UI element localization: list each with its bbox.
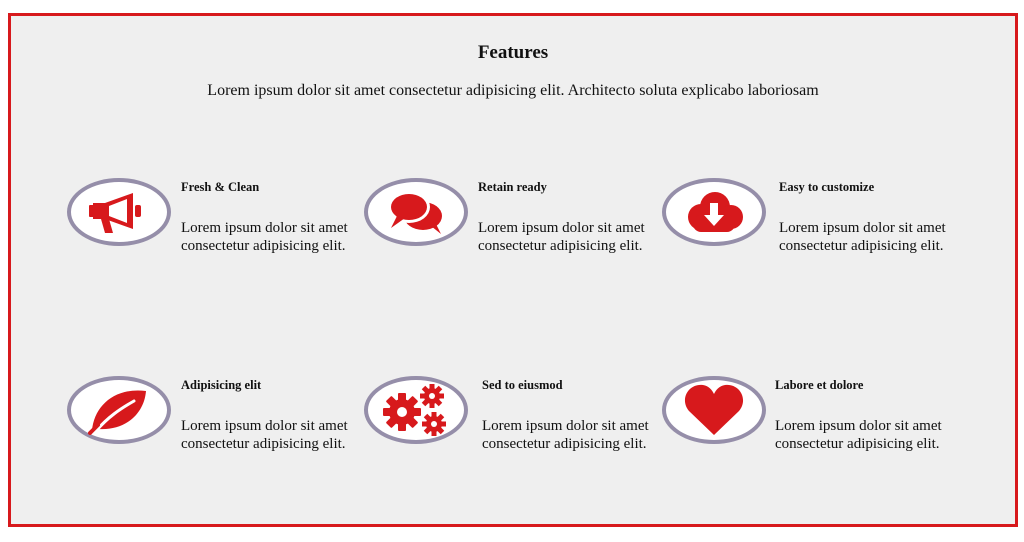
icon-badge bbox=[67, 376, 171, 444]
icon-badge bbox=[662, 376, 766, 444]
icon-badge bbox=[67, 178, 171, 246]
icon-badge bbox=[364, 178, 468, 246]
feature-title: Adipisicing elit bbox=[181, 378, 262, 392]
features-section bbox=[8, 13, 1018, 527]
feature-title: Sed to eiusmod bbox=[482, 378, 563, 392]
chat-bubbles-icon bbox=[385, 188, 447, 236]
section-title: Features bbox=[477, 42, 549, 63]
icon-badge bbox=[364, 376, 468, 444]
feature-card-fresh-clean bbox=[67, 178, 367, 258]
feature-text: Lorem ipsum dolor sit amet consectetur adipisicing elit. bbox=[482, 418, 649, 452]
feature-card-easy-to-customize bbox=[662, 178, 962, 258]
leaf-icon bbox=[86, 385, 152, 435]
feature-card-labore-et-dolore bbox=[662, 376, 962, 456]
feature-text: Lorem ipsum dolor sit amet consectetur adipisicing elit. bbox=[775, 418, 942, 452]
gears-icon bbox=[380, 382, 452, 438]
feature-card-adipisicing-elit bbox=[67, 376, 367, 456]
feature-title: Fresh & Clean bbox=[181, 180, 260, 194]
feature-card-retain-ready bbox=[364, 178, 664, 258]
feature-card-sed-to-eiusmod bbox=[364, 376, 664, 456]
feature-title: Retain ready bbox=[478, 180, 547, 194]
feature-text: Lorem ipsum dolor sit amet consectetur adipisicing elit. bbox=[181, 418, 348, 452]
feature-text: Lorem ipsum dolor sit amet consectetur adipisicing elit. bbox=[478, 220, 645, 254]
cloud-download-icon bbox=[681, 189, 747, 235]
section-subtitle: Lorem ipsum dolor sit amet consectetur adipisicing elit. Architecto soluta explicabo laboriosam bbox=[207, 82, 819, 99]
heart-icon bbox=[683, 383, 745, 437]
feature-title: Labore et dolore bbox=[775, 378, 864, 392]
icon-badge bbox=[662, 178, 766, 246]
feature-text: Lorem ipsum dolor sit amet consectetur adipisicing elit. bbox=[181, 220, 348, 254]
megaphone-icon bbox=[87, 189, 151, 235]
feature-title: Easy to customize bbox=[779, 180, 875, 194]
feature-text: Lorem ipsum dolor sit amet consectetur adipisicing elit. bbox=[779, 220, 946, 254]
